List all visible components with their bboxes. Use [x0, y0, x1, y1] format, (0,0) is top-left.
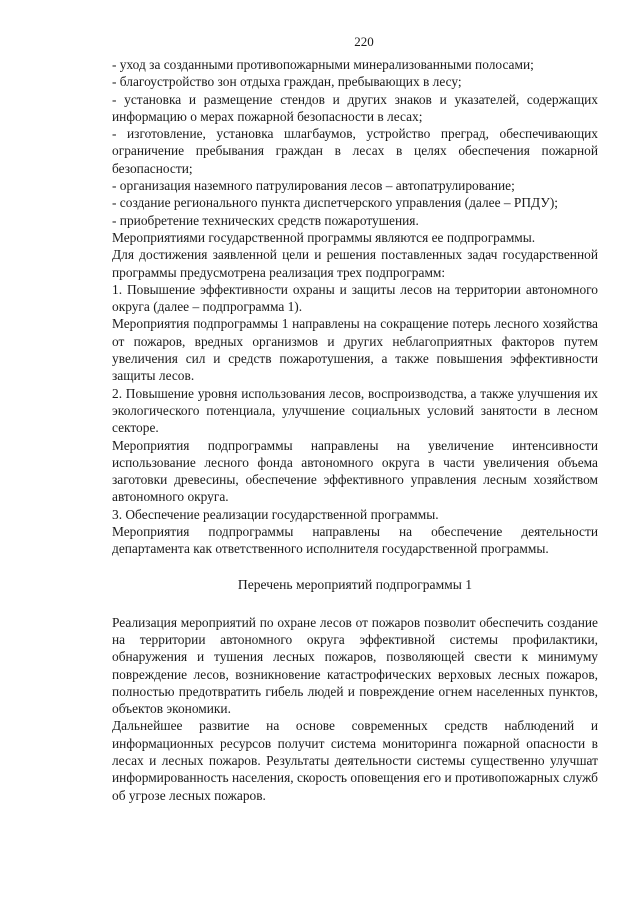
paragraph: Мероприятиями государственной программы являются ее подпрограммы.	[112, 229, 536, 245]
paragraph: 3. Обеспечение реализации государственной программы.	[112, 506, 439, 522]
paragraph: Дальнейшее развитие на основе современных средств наблюдений и информационных ресурсов получит система мониторинга пожарной опасности в лесах и лесных пожаров. Результаты деятельности системы существенно улучшат информированность населения, скорость оповещения его и противопожарных служб об угрозе лесных пожаров.	[112, 718, 598, 803]
body-bottom	[112, 614, 598, 804]
paragraph: Мероприятия подпрограммы направлены на увеличение интенсивности использование лесного фонда автономного округа в части увеличения объема заготовки древесины, обеспечение эффективного управления лесным хозяйством автономного округа.	[112, 437, 598, 505]
paragraph: - благоустройство зон отдыха граждан, пребывающих в лесу;	[112, 74, 462, 90]
paragraph: Мероприятия подпрограммы 1 направлены на сокращение потерь лесного хозяйства от пожаров, вредных организмов и других неблагоприятных факторов путем увеличения сил и средств пожаротушения, а также повышения эффективности защиты лесов.	[112, 316, 598, 384]
section-title: Перечень мероприятий подпрограммы 1	[237, 576, 473, 592]
paragraph: Реализация мероприятий по охране лесов от пожаров позволит обеспечить создание на территории автономного округа эффективной системы профилактики, обнаружения и тушения лесных пожаров, позволяющей свести к минимуму повреждение лесов, возникновение катастрофических верховых лесных пожаров, полностью предотвратить гибель людей и повреждение огнем населенных пунктов, объектов экономики.	[112, 614, 598, 717]
paragraph: - установка и размещение стендов и других знаков и указателей, содержащих информацию о мерах пожарной безопасности в лесах;	[112, 91, 598, 124]
paragraph: 2. Повышение уровня использования лесов, воспроизводства, а также улучшения их экологического потенциала, улучшение социальных условий занятости в лесном секторе.	[112, 385, 598, 436]
paragraph: - изготовление, установка шлагбаумов, устройство преград, обеспечивающих ограничение пребывания граждан в лесах в целях обеспечения пожарной безопасности;	[112, 126, 598, 176]
paragraph: Мероприятия подпрограммы направлены на обеспечение деятельности департамента как ответственного исполнителя государственной программы.	[112, 524, 598, 557]
paragraph: - уход за созданными противопожарными минерализованными полосами;	[112, 57, 534, 72]
paragraph: Для достижения заявленной цели и решения поставленных задач государственной программы предусмотрена реализация трех подпрограмм:	[112, 247, 598, 280]
paragraph: - создание регионального пункта диспетчерского управления (далее – РПДУ);	[112, 195, 559, 211]
paragraph: 1. Повышение эффективности охраны и защиты лесов на территории автономного округа (далее – подпрограмма 1).	[112, 281, 598, 315]
body-top	[112, 56, 598, 558]
paragraph: - приобретение технических средств пожаротушения.	[112, 212, 419, 228]
paragraph: - организация наземного патрулирования лесов – автопатрулирование;	[112, 178, 515, 194]
page-number: 220	[354, 34, 374, 49]
